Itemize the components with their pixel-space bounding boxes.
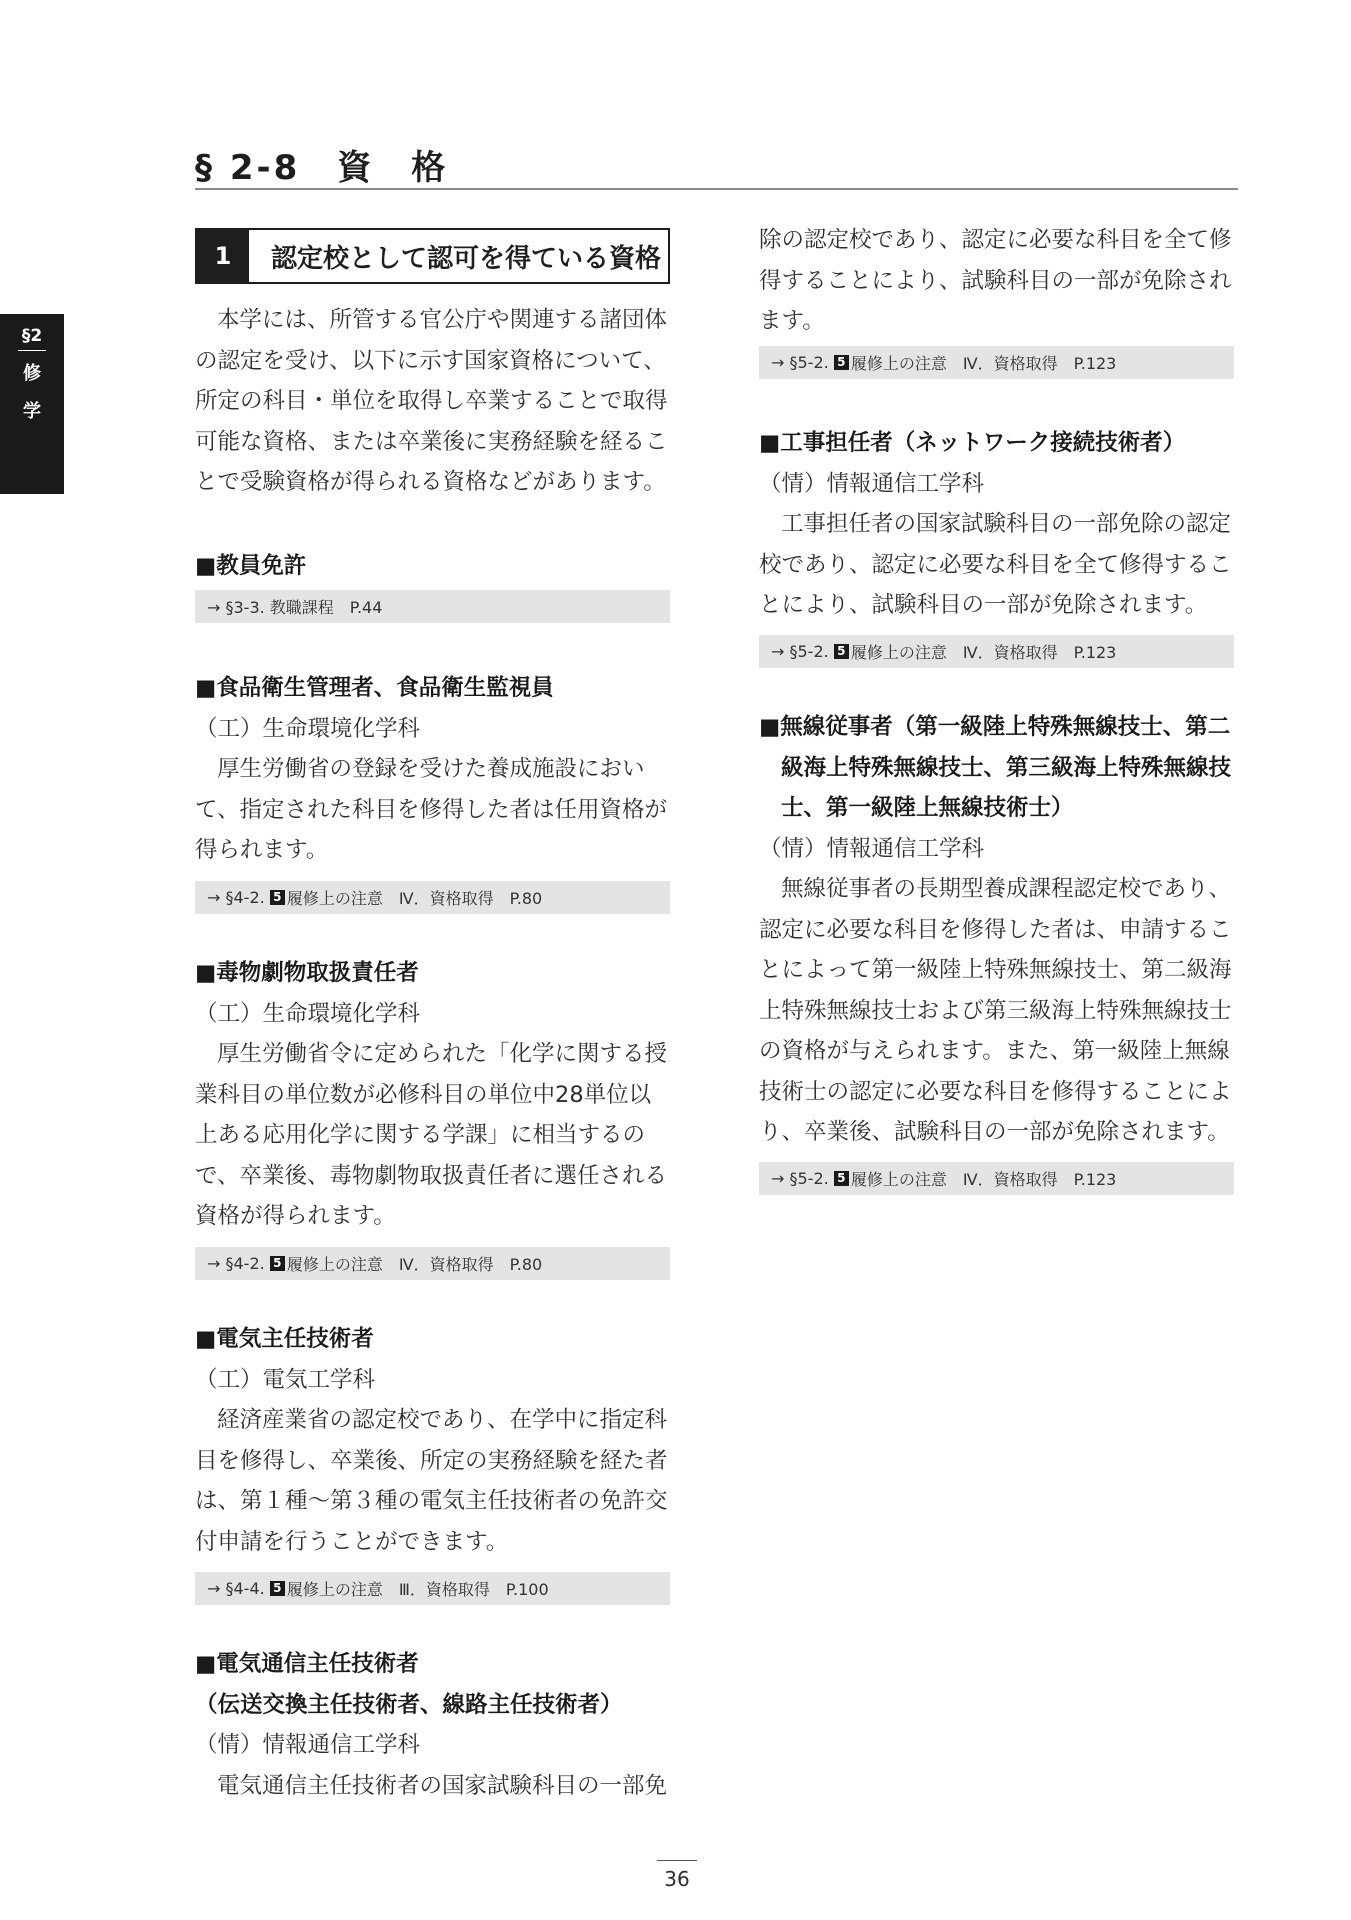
text-line: は、第１種〜第３種の電気主任技術者の免許交 (195, 1488, 668, 1514)
side-tab-char: 学 (23, 401, 41, 422)
ref-text: → §4-2. (207, 888, 265, 907)
poison-ref (195, 1247, 670, 1280)
text-line: 電気通信主任技術者の国家試験科目の一部免 (217, 1772, 668, 1799)
section-title: 認定校として認可を得ている資格 (271, 243, 662, 274)
text-line: 上ある応用化学に関する学課」に相当するの (195, 1122, 646, 1148)
telecom-heading: ■電気通信主任技術者 (195, 1651, 419, 1677)
construction-heading: ■工事担任者（ネットワーク接続技術者） (759, 430, 1186, 456)
section-badge: 5 (834, 1171, 849, 1186)
ref-text: 履修上の注意 Ⅳ．資格取得 P.123 (850, 1170, 1117, 1189)
department-label: （工）電気工学科 (195, 1366, 376, 1393)
ref-text: 履修上の注意 Ⅳ．資格取得 P.123 (850, 643, 1117, 662)
text-line: とにより、試験科目の一部が免除されます。 (759, 592, 1208, 618)
text-line: 厚生労働省の登録を受けた養成施設におい (217, 756, 645, 782)
telecom-ref (759, 346, 1234, 379)
electric-ref (195, 1572, 670, 1605)
section-badge: 5 (270, 1256, 285, 1271)
food-hygiene-heading: ■食品衛生管理者、食品衛生監視員 (195, 675, 554, 701)
text-line: 目を修得し、卒業後、所定の実務経験を経た者 (195, 1447, 668, 1474)
section-badge: 5 (270, 1581, 285, 1596)
side-tab-section: §2 (18, 326, 46, 351)
department-label: （工）生命環境化学科 (195, 1000, 421, 1027)
text-line: とによって第一級陸上特殊無線技士、第二級海 (759, 957, 1232, 983)
text-line: 技術士の認定に必要な科目を修得することによ (759, 1078, 1232, 1105)
teacher-license-ref: → §3-3. 教職課程 P.44 (195, 590, 670, 623)
ref-text: 履修上の注意 Ⅳ．資格取得 P.80 (286, 889, 543, 908)
text-line: 経済産業省の認定校であり、在学中に指定科 (217, 1407, 668, 1433)
telecom-subtitle: （伝送交換主任技術者、線路主任技術者） (195, 1691, 623, 1718)
department-label: （情）情報通信工学科 (759, 470, 985, 497)
text-line: 無線従事者の長期型養成課程認定校であり、 (781, 876, 1232, 902)
radio-ref (759, 1162, 1234, 1195)
text-line: 本学には、所管する官公庁や関連する諸団体 (217, 307, 668, 333)
side-chapter-tab (0, 314, 64, 494)
construction-section (759, 423, 1234, 626)
ref-text: 履修上の注意 Ⅳ．資格取得 P.123 (850, 354, 1117, 373)
section-badge: 5 (834, 355, 849, 370)
ref-text: → §4-4. (207, 1579, 265, 1598)
section-badge: 5 (270, 890, 285, 905)
text-line: 工事担任者の国家試験科目の一部免除の認定 (781, 511, 1232, 537)
text-line: の資格が与えられます。また、第一級陸上無線 (759, 1038, 1230, 1064)
text-line: 所定の科目・単位を取得し卒業することで取得 (195, 388, 668, 414)
construction-ref (759, 635, 1234, 668)
electric-section (195, 1319, 670, 1562)
text-line: 厚生労働省令に定められた「化学に関する授 (217, 1041, 668, 1067)
page-number: 36 (657, 1860, 697, 1891)
poison-heading: ■毒物劇物取扱責任者 (195, 960, 419, 986)
text-line: 業科目の単位数が必修科目の単位中28単位以 (195, 1081, 652, 1108)
ref-text: → §5-2. (771, 642, 829, 661)
radio-section (759, 707, 1234, 1153)
department-label: （情）情報通信工学科 (195, 1732, 421, 1758)
radio-heading: 士、第一級陸上無線技術士） (781, 795, 1074, 821)
text-line: 得することにより、試験科目の一部が免除され (759, 267, 1232, 294)
text-line: 可能な資格、または卒業後に実務経験を経るこ (195, 428, 668, 455)
department-label: （情）情報通信工学科 (759, 835, 985, 862)
text-line: り、卒業後、試験科目の一部が免除されます。 (759, 1119, 1230, 1145)
text-line: 上特殊無線技士および第三級海上特殊無線技士 (759, 997, 1232, 1024)
teacher-license-heading: ■教員免許 (195, 553, 307, 579)
page-title: § 2-8 資 格 (195, 140, 1238, 190)
text-line: ます。 (759, 308, 825, 334)
section-heading (195, 228, 670, 284)
food-hygiene-ref (195, 881, 670, 914)
radio-heading: ■無線従事者（第一級陸上特殊無線技士、第二 (759, 714, 1231, 740)
ref-text: 履修上の注意 Ⅲ．資格取得 P.100 (286, 1580, 549, 1599)
text-line: 得られます。 (195, 837, 329, 863)
ref-text: → §5-2. (771, 1169, 829, 1188)
text-line: 認定に必要な科目を修得した者は、申請するこ (759, 916, 1232, 943)
telecom-continued (759, 220, 1234, 342)
text-line: 校であり、認定に必要な科目を全て修得するこ (759, 551, 1232, 578)
text-line: 除の認定校であり、認定に必要な科目を全て修 (759, 227, 1232, 253)
poison-section (195, 953, 670, 1237)
text-line: 資格が得られます。 (195, 1203, 396, 1229)
side-tab-char: 修 (23, 363, 41, 384)
text-line: で、卒業後、毒物劇物取扱責任者に選任される (195, 1162, 668, 1189)
electric-heading: ■電気主任技術者 (195, 1326, 374, 1352)
ref-text: 履修上の注意 Ⅳ．資格取得 P.80 (286, 1255, 543, 1274)
department-label: （工）生命環境化学科 (195, 715, 421, 742)
intro-paragraph (195, 300, 670, 503)
text-line: て、指定された科目を修得した者は任用資格が (195, 796, 668, 823)
food-hygiene-section (195, 668, 670, 871)
text-line: 付申請を行うことができます。 (195, 1528, 509, 1555)
section-number: 1 (197, 230, 249, 282)
telecom-section (195, 1644, 670, 1806)
text-line: の認定を受け、以下に示す国家資格について、 (195, 347, 666, 374)
ref-text: → §4-2. (207, 1254, 265, 1273)
ref-text: → §5-2. (771, 353, 829, 372)
text-line: とで受験資格が得られる資格などがあります。 (195, 469, 666, 495)
radio-heading: 級海上特殊無線技士、第三級海上特殊無線技 (781, 754, 1232, 781)
section-badge: 5 (834, 644, 849, 659)
